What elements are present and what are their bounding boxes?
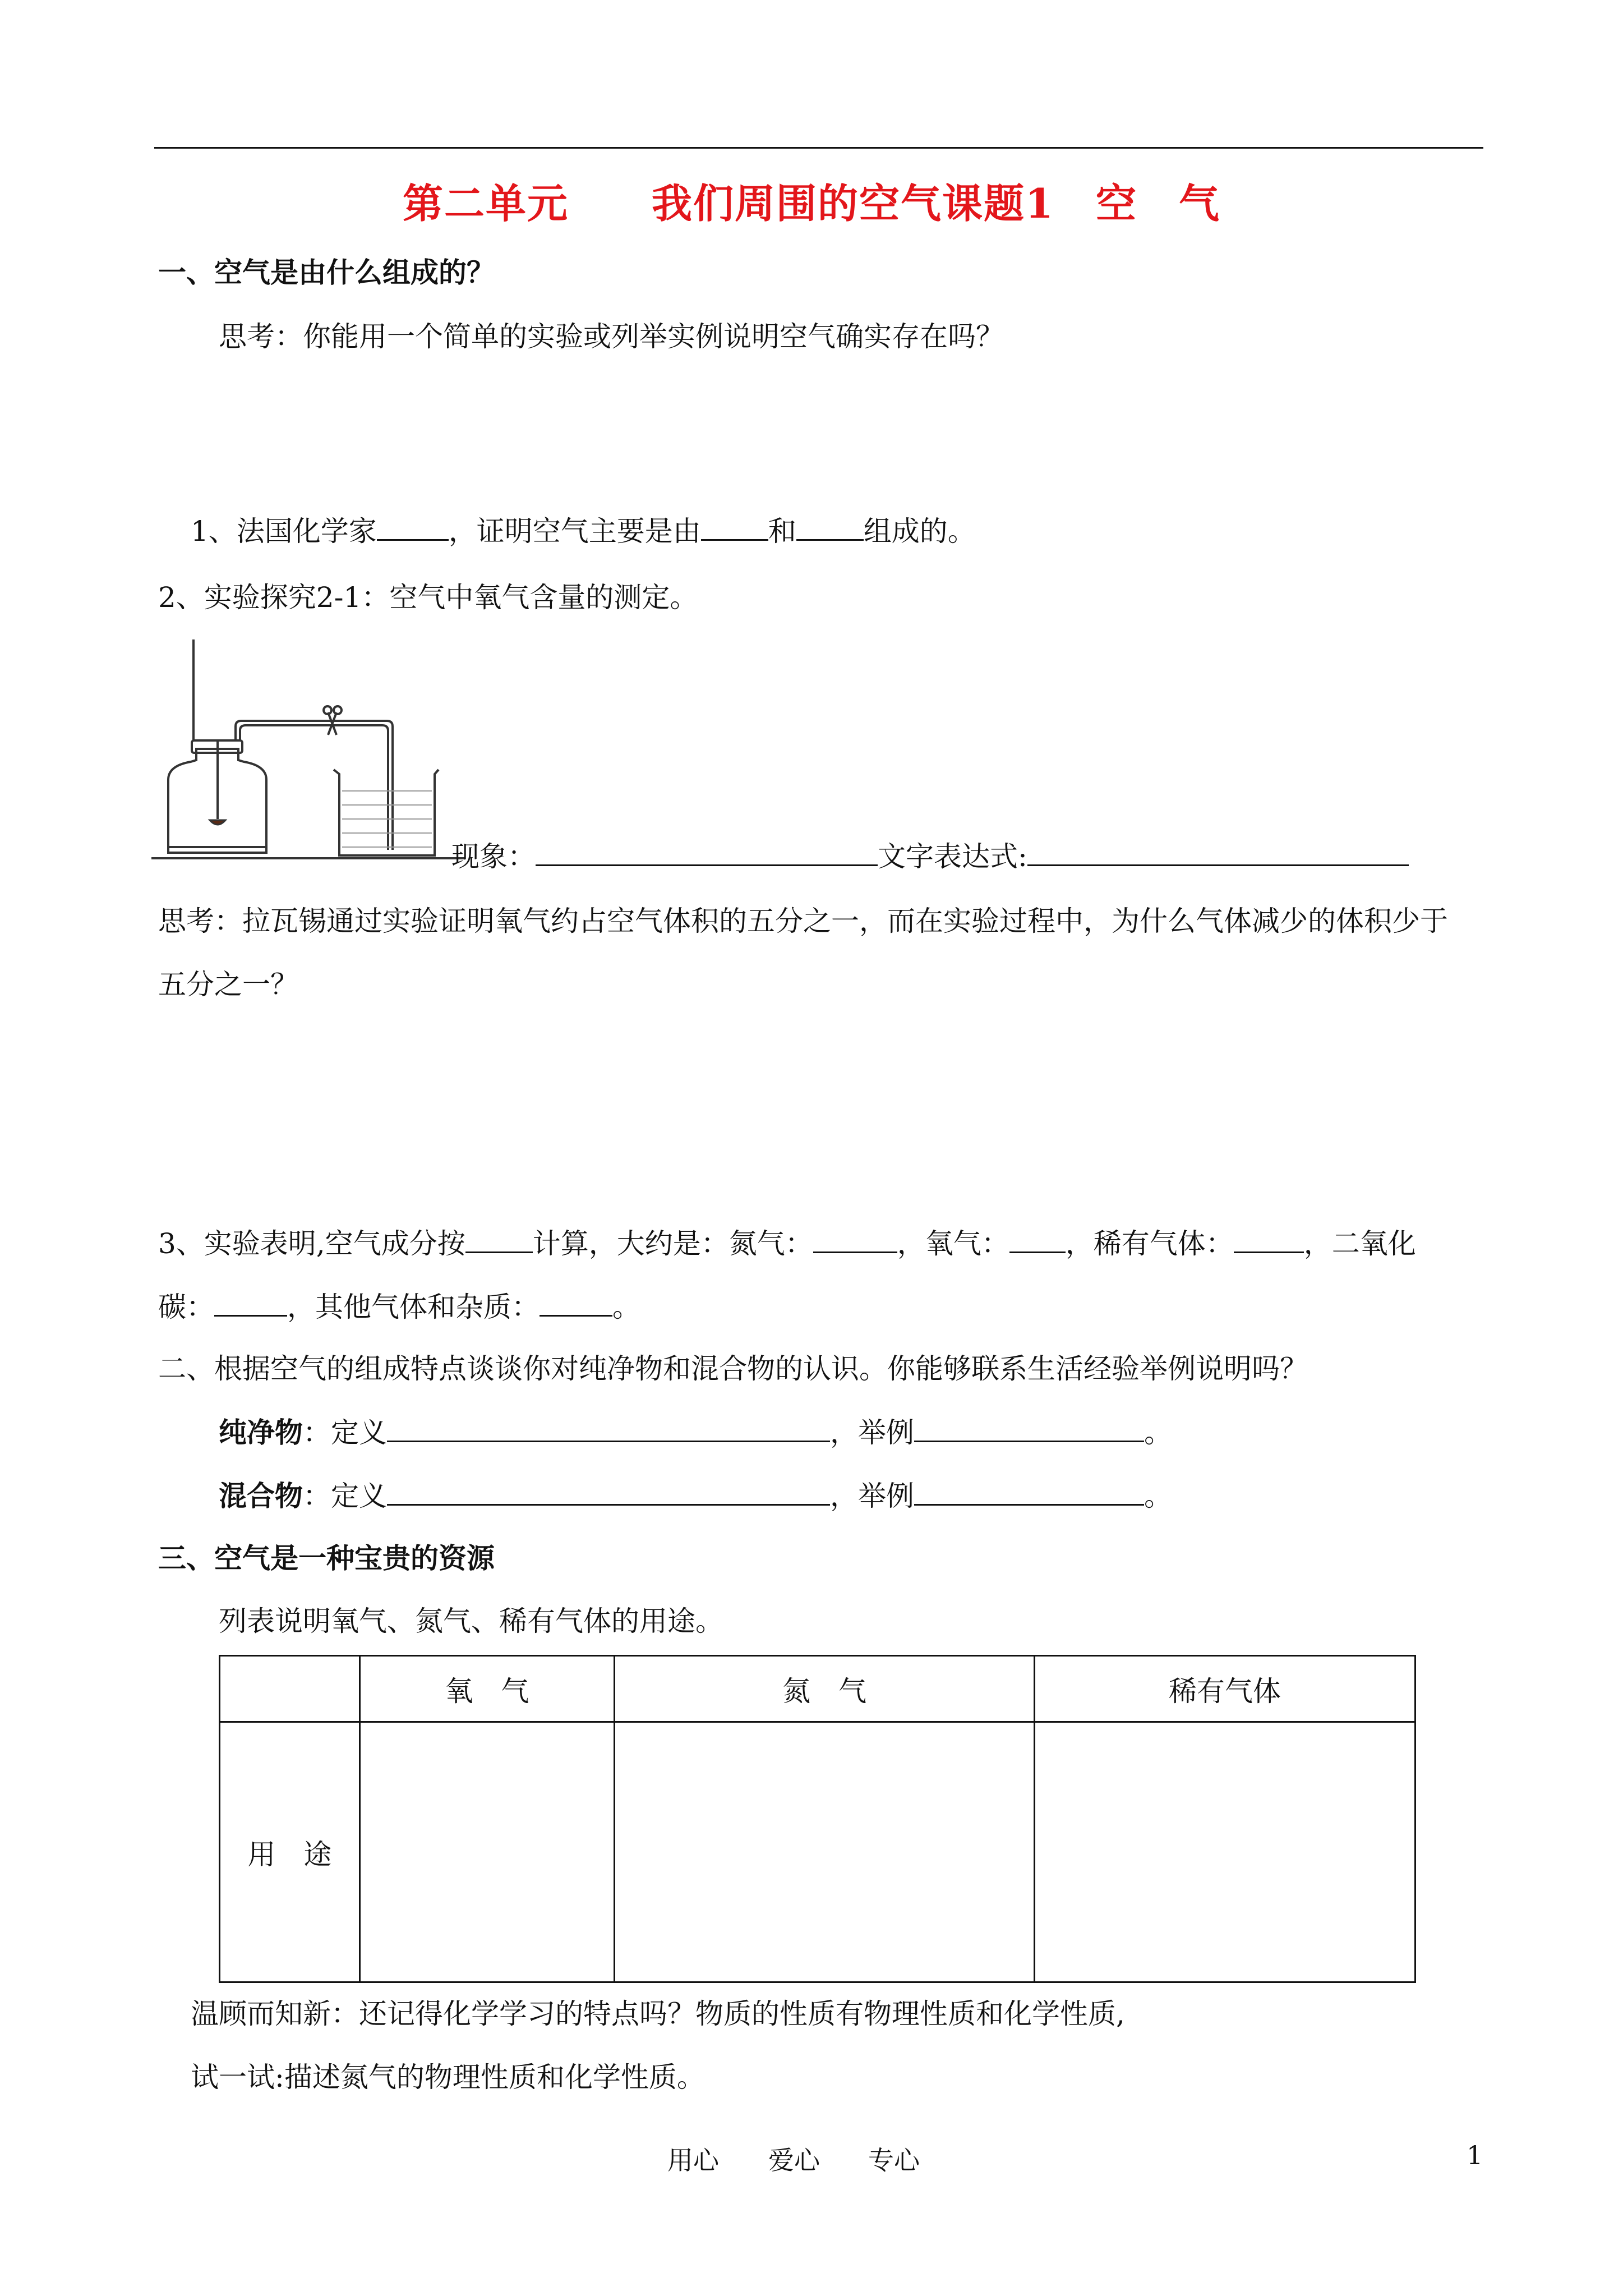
item3-text-f: 碳： [158, 1291, 214, 1323]
chemist-blank[interactable] [377, 513, 449, 541]
mixture-label: 混合物 [219, 1479, 303, 1512]
pure-def-text: ：定义 [303, 1416, 387, 1449]
think-question-2-line1: 思考：拉瓦锡通过实验证明氧气约占空气体积的五分之一，而在实验过程中，为什么气体减少的体积少于 [158, 905, 1448, 937]
item3-text-e: ，二氧化 [1303, 1227, 1416, 1260]
mixture-def-text: ：定义 [303, 1480, 387, 1512]
phenomenon-line [451, 839, 1409, 873]
item1-text-c: 和 [768, 515, 796, 547]
item3-text-a: 3、实验表明,空气成分按 [158, 1227, 465, 1260]
oxygen-uses-cell[interactable] [359, 1722, 614, 1982]
uses-table [219, 1655, 1416, 1983]
item3-text-c: ，氧气： [897, 1227, 1009, 1260]
pure-substance-label: 纯净物 [219, 1416, 303, 1449]
oxygen-blank[interactable] [1009, 1226, 1066, 1253]
table-header-noble-gas: 稀有气体 [1035, 1656, 1415, 1722]
header-rule [154, 147, 1483, 149]
noble-gas-uses-cell[interactable] [1035, 1722, 1415, 1982]
item2-text: 2、实验探究2-1：空气中氧气含量的测定。 [158, 581, 698, 614]
section3-heading: 三、空气是一种宝贵的资源 [158, 1542, 495, 1575]
think-question-2-line2: 五分之一？ [158, 968, 298, 1001]
nitrogen-uses-cell[interactable] [615, 1722, 1035, 1982]
component1-blank[interactable] [701, 513, 768, 541]
mixture-definition-blank[interactable] [387, 1478, 830, 1506]
equation-label: 文字表达式: [878, 840, 1027, 873]
table-uses-row [220, 1722, 1415, 1982]
table-header-row [220, 1656, 1415, 1722]
item1-text-d: 组成的。 [863, 515, 976, 547]
table-header-oxygen: 氧 气 [359, 1656, 614, 1722]
footer-motto-2: 爱心 [768, 2145, 820, 2175]
item3-line1 [158, 1226, 1416, 1260]
pure-period: 。 [1144, 1416, 1172, 1449]
noble-gas-blank[interactable] [1234, 1226, 1304, 1253]
uses-row-label: 用 途 [220, 1722, 360, 1982]
equation-blank[interactable] [1027, 839, 1409, 866]
section2-heading: 二、根据空气的组成特点谈谈你对纯净物和混合物的认识。你能够联系生活经验举例说明吗？ [158, 1352, 1308, 1385]
mixture-example-text: ，举例 [830, 1480, 914, 1512]
item1-line [191, 513, 976, 548]
oxygen-experiment-apparatus-image [151, 639, 465, 864]
item3-text-h: 。 [612, 1291, 640, 1323]
table-intro: 列表说明氧气、氮气、稀有气体的用途。 [219, 1605, 723, 1637]
co2-blank[interactable] [214, 1289, 287, 1317]
think-question-1: 思考：你能用一个简单的实验或列举实例说明空气确实存在吗？ [219, 320, 1004, 353]
nitrogen-blank[interactable] [813, 1226, 897, 1253]
other-gases-blank[interactable] [540, 1289, 612, 1317]
mixture-example-blank[interactable] [914, 1478, 1144, 1506]
pure-definition-blank[interactable] [387, 1415, 830, 1442]
table-header-nitrogen: 氮 气 [615, 1656, 1035, 1722]
item1-text-b: ，证明空气主要是由 [448, 515, 701, 547]
item3-text-b: 计算，大约是：氮气： [532, 1227, 813, 1260]
item3-text-d: ，稀有气体： [1065, 1227, 1234, 1260]
phenomenon-label: 现象： [451, 840, 536, 873]
footer-motto-1: 用心 [667, 2145, 719, 2175]
section1-heading: 一、空气是由什么组成的？ [158, 256, 495, 289]
page-title: 第二单元 我们周围的空气课题1 空 气 [402, 180, 1221, 227]
pure-example-blank[interactable] [914, 1415, 1144, 1442]
page-number: 1 [1467, 2140, 1483, 2170]
component2-blank[interactable] [796, 513, 864, 541]
mixture-line [219, 1478, 1172, 1513]
review-text: 温顾而知新：还记得化学学习的特点吗？物质的性质有物理性质和化学性质, [191, 1998, 1125, 2030]
basis-blank[interactable] [465, 1226, 533, 1253]
table-header-empty [220, 1656, 360, 1722]
mixture-period: 。 [1144, 1480, 1172, 1512]
item3-line2 [158, 1289, 640, 1324]
item1-text-a: 1、法国化学家 [191, 515, 377, 547]
phenomenon-blank[interactable] [536, 839, 878, 866]
pure-substance-line [219, 1415, 1172, 1450]
item3-text-g: ，其他气体和杂质： [287, 1291, 540, 1323]
pure-example-text: ，举例 [830, 1416, 914, 1449]
footer-motto-3: 专心 [868, 2145, 920, 2175]
try-text: 试一试:描述氮气的物理性质和化学性质。 [191, 2061, 705, 2093]
